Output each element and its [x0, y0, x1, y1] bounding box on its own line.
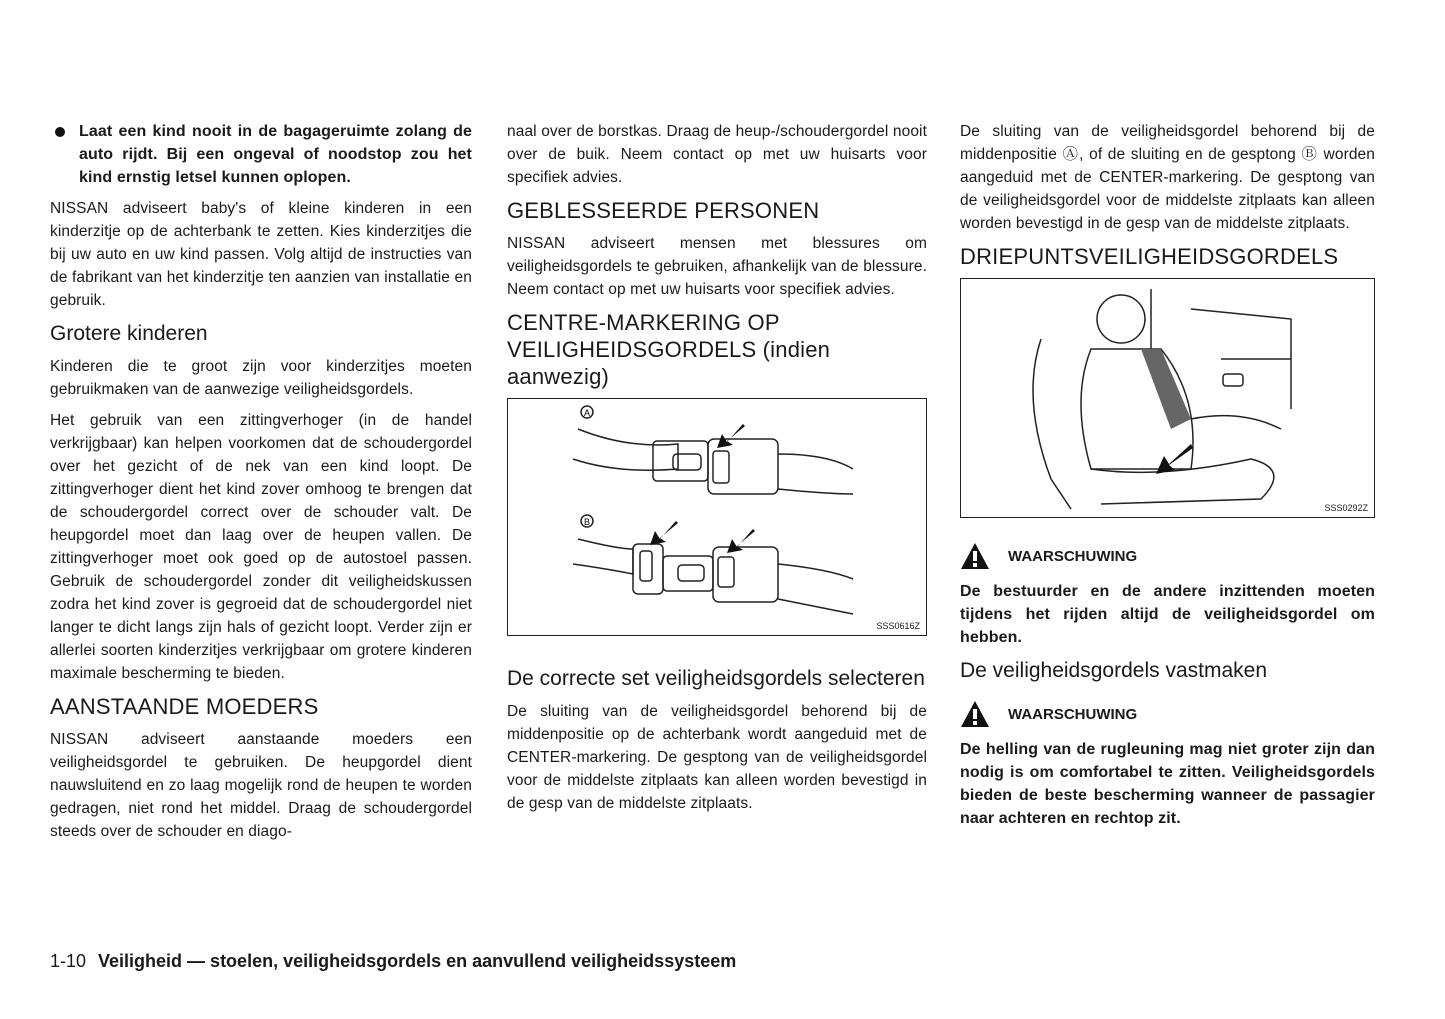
warning-header — [960, 542, 1375, 570]
subheading-grotere-kinderen: Grotere kinderen — [50, 322, 208, 345]
warning-label: WAARSCHUWING — [1008, 705, 1138, 723]
column-left — [50, 120, 472, 851]
warning-triangle-icon — [960, 542, 990, 570]
heading-driepuntsveiligheidsgordels: DRIEPUNTSVEILIGHEIDSGORDELS — [960, 244, 1339, 269]
figure-seatbelt-buckles — [507, 398, 927, 636]
warning-bullet — [50, 120, 472, 189]
paragraph: Kinderen die te groot zijn voor kinderzitjes moeten gebruikmaken van de aanwezige veiligheidsgordels. — [50, 358, 472, 398]
warning-bullet-text: Laat een kind nooit in de bagageruimte zolang de auto rijdt. Bij een ongeval of noodstop zou het kind ernstig letsel kunnen oplopen. — [79, 123, 472, 186]
paragraph: NISSAN adviseert aanstaande moeders een veiligheidsgordel te gebruiken. De heupgordel dient nauwsluitend en zo laag mogelijk rond de heupen te worden gedragen, niet rond het middel. Draag de schoudergordel steeds over de schouder en diago- — [50, 731, 472, 840]
subheading-correcte-set: De correcte set veiligheidsgordels selecteren — [507, 667, 925, 690]
page-footer — [50, 951, 736, 972]
seatbelt-buckle-illustration — [508, 399, 926, 635]
figure-code: SSS0292Z — [1324, 503, 1368, 513]
paragraph: De sluiting van de veiligheidsgordel behorend bij de middenpositie op de achterbank wordt aangeduid met de CENTER-markering. De gesptong van de veiligheidsgordel voor de middelste zitplaats kan alleen worden bevestigd in de gesp van de middelste zitplaats. — [507, 703, 927, 812]
label-a: A — [583, 408, 591, 418]
bullet-icon — [55, 127, 65, 137]
paragraph: NISSAN adviseert baby's of kleine kinderen in een kinderzitje op de achterbank te zetten. Kies kinderzitjes die bij uw auto en uw kind passen. Volg altijd de instructies van de fabrikant van het kinderzitje ten aanzien van installatie en gebruik. — [50, 200, 472, 309]
paragraph: NISSAN adviseert mensen met blessures om veiligheidsgordels te gebruiken, afhankelijk van de blessure. Neem contact op met uw huisarts voor specifiek advies. — [507, 235, 927, 298]
page-number: 1-10 — [50, 951, 87, 971]
warning-header — [960, 700, 1375, 728]
section-title: Veiligheid — stoelen, veiligheidsgordels en aanvullend veiligheidssysteem — [98, 951, 737, 971]
warning-triangle-icon — [960, 700, 990, 728]
warning-label: WAARSCHUWING — [1008, 547, 1138, 565]
figure-code: SSS0616Z — [876, 621, 920, 631]
heading-geblesseerde-personen: GEBLESSEERDE PERSONEN — [507, 198, 820, 223]
column-right — [960, 120, 1375, 838]
figure-three-point-belt — [960, 278, 1375, 518]
warning-text: De helling van de rugleuning mag niet groter zijn dan nodig is om comfortabel te zitten. Veiligheidsgordels bieden de beste bescherming wanneer de passagier naar achteren en rechtop zit. — [960, 741, 1375, 827]
label-b: B — [583, 517, 591, 527]
heading-centre-markering: CENTRE-MARKERING OP VEILIGHEIDSGORDELS (indien aanwezig) — [507, 310, 831, 389]
warning-text: De bestuurder en de andere inzittenden moeten tijdens het rijden altijd de veiligheidsgordel om hebben. — [960, 583, 1375, 646]
person-fastening-seatbelt-illustration — [961, 279, 1373, 517]
column-middle — [507, 120, 927, 823]
subheading-vastmaken: De veiligheidsgordels vastmaken — [960, 659, 1267, 682]
paragraph: naal over de borstkas. Draag de heup-/schoudergordel nooit over de buik. Neem contact op met uw huisarts voor specifiek advies. — [507, 123, 927, 186]
heading-aanstaande-moeders: AANSTAANDE MOEDERS — [50, 694, 319, 719]
paragraph: Het gebruik van een zittingverhoger (in de handel verkrijgbaar) kan helpen voorkomen dat de schoudergordel over het gezicht of de nek van een kind loopt. De zittingverhoger dient het kind zover omhoog te brengen dat de schoudergordel correct over de schouder valt. De heupgordel moet dan laag over de heupen vallen. De zittingverhoger moet ook goed op de autostoel passen. Gebruik de schoudergordel zonder dit veiligheidskussen zodra het kind zover is gegroeid dat de schoudergordel niet langer te dicht langs zijn hals of gezicht loopt. Verder zijn er allerlei soorten kinderzitjes verkrijgbaar om grotere kinderen maximale bescherming te bieden. — [50, 412, 472, 682]
paragraph: De sluiting van de veiligheidsgordel behorend bij de middenpositie Ⓐ, of de sluiting en de gesptong Ⓑ worden aangeduid met de CENTER-markering. De gesptong van de veiligheidsgordel voor de middelste zitplaats kan alleen worden bevestigd in de gesp van de middelste zitplaats. — [960, 123, 1375, 232]
